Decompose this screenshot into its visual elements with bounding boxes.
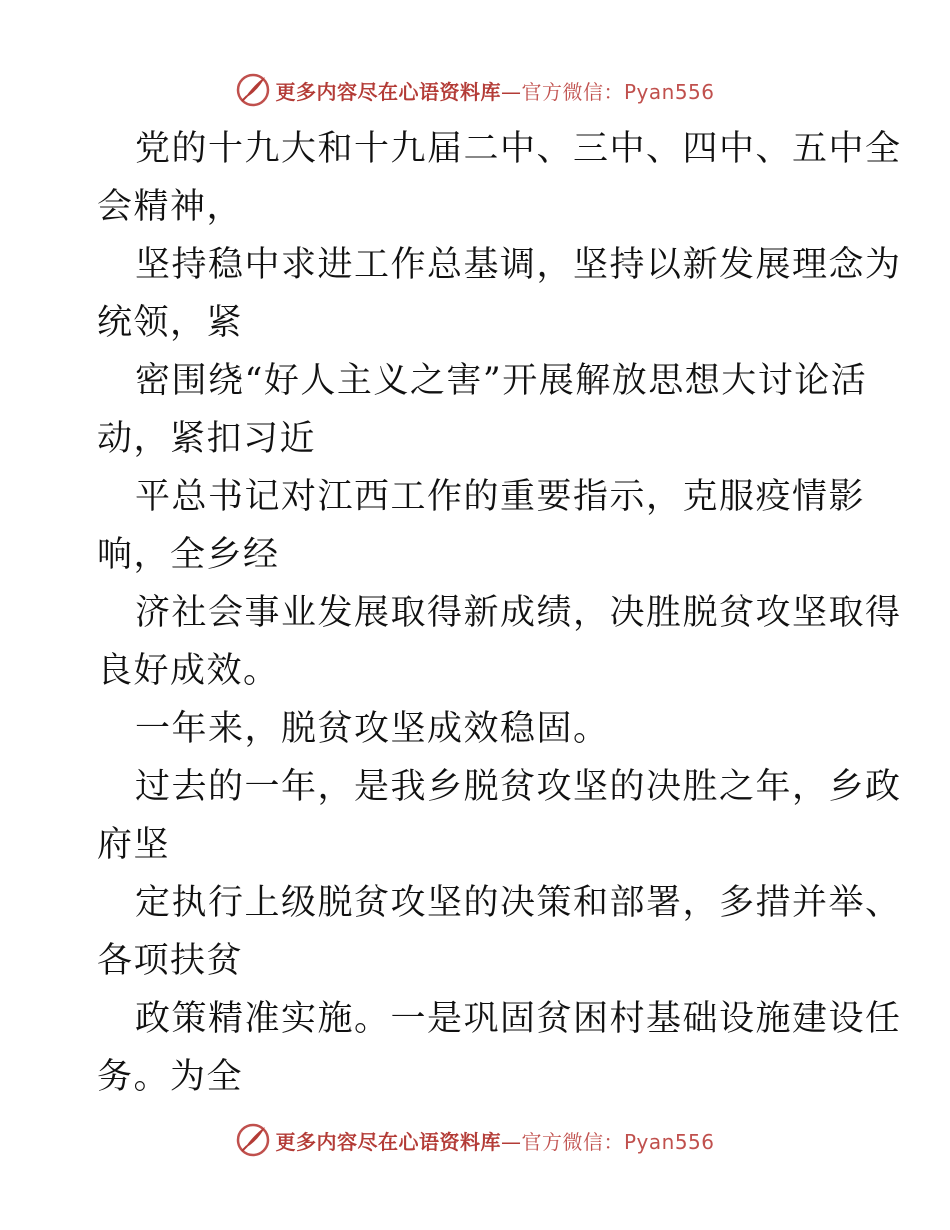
text-line-17: 务。为全	[97, 1057, 244, 1097]
text-line-6: 动，紧扣习近	[97, 419, 317, 459]
document-body	[97, 120, 902, 1106]
page-footer-banner	[0, 1120, 950, 1160]
page-header-banner	[0, 70, 950, 110]
brand-text: 更多内容尽在心语资料库	[275, 79, 501, 104]
text-line-1: 党的十九大和十九届二中、三中、四中、五中全	[135, 129, 902, 169]
text-line-13: 府坚	[97, 825, 171, 865]
wechat-label: 官方微信：	[521, 1129, 624, 1154]
quill-pen-logo-icon	[235, 1122, 271, 1158]
text-line-5: 密围绕“好人主义之害”开展解放思想大讨论活	[135, 361, 868, 401]
text-line-9: 济社会事业发展取得新成绩，决胜脱贫攻坚取得	[135, 593, 902, 633]
text-line-15: 各项扶贫	[97, 941, 244, 981]
text-line-16: 政策精准实施。一是巩固贫困村基础设施建设任	[135, 999, 902, 1039]
text-line-8: 响，全乡经	[97, 535, 280, 575]
banner-dash: —	[500, 79, 522, 104]
text-line-4: 统领，紧	[97, 303, 244, 343]
wechat-id: Pyan556	[623, 79, 715, 104]
brand-text: 更多内容尽在心语资料库	[275, 1129, 501, 1154]
text-line-3: 坚持稳中求进工作总基调，坚持以新发展理念为	[135, 245, 902, 285]
text-line-7: 平总书记对江西工作的重要指示，克服疫情影	[135, 477, 866, 517]
wechat-label: 官方微信：	[521, 79, 624, 104]
text-line-10: 良好成效。	[97, 651, 280, 691]
quill-pen-logo-icon	[235, 72, 271, 108]
text-line-14: 定执行上级脱贫攻坚的决策和部署，多措并举、	[135, 883, 902, 923]
text-line-11: 一年来，脱贫攻坚成效稳固。	[135, 709, 610, 749]
wechat-id: Pyan556	[623, 1129, 715, 1154]
banner-dash: —	[500, 1129, 522, 1154]
text-line-12: 过去的一年，是我乡脱贫攻坚的决胜之年，乡政	[135, 767, 902, 807]
text-line-2: 会精神，	[97, 187, 244, 227]
